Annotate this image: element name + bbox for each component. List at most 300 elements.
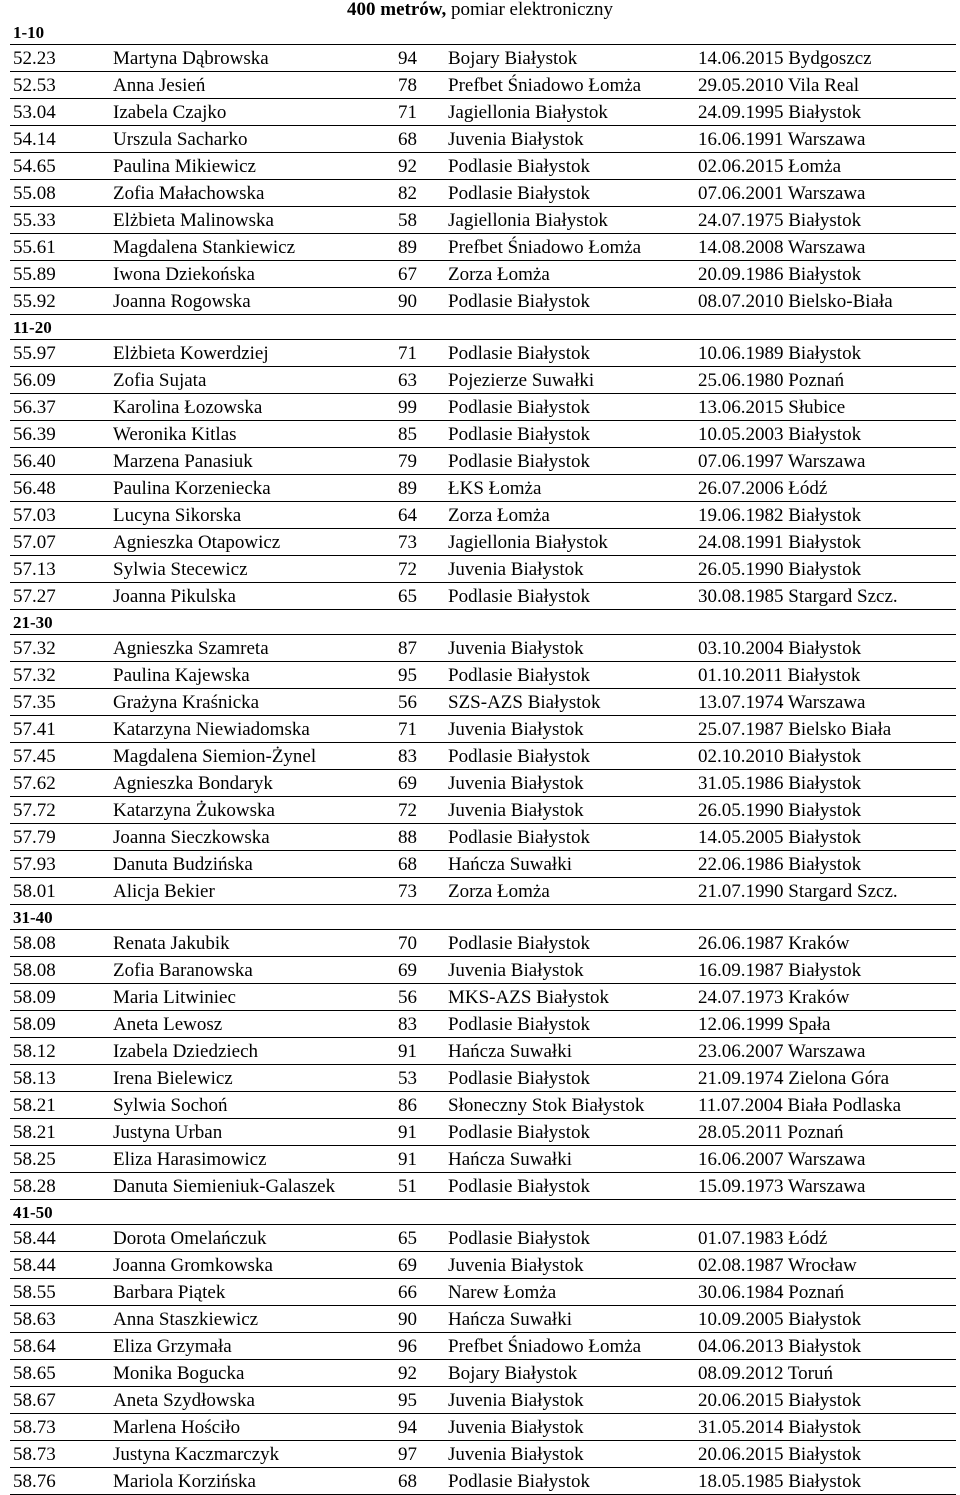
table-row [10, 1333, 956, 1360]
result-time: 55.97 [10, 340, 110, 367]
birth-year: 66 [395, 1279, 445, 1306]
date-place: 13.06.2015 Słubice [695, 394, 956, 421]
table-row [10, 367, 956, 394]
date-place: 20.06.2015 Białystok [695, 1387, 956, 1414]
table-row [10, 824, 956, 851]
club-name: Pojezierze Suwałki [445, 367, 695, 394]
club-name: Zorza Łomża [445, 878, 695, 905]
athlete-name: Joanna Gromkowska [110, 1252, 395, 1279]
date-place: 31.05.1986 Białystok [695, 770, 956, 797]
athlete-name: Eliza Harasimowicz [110, 1146, 395, 1173]
table-row [10, 340, 956, 367]
club-name: Podlasie Białystok [445, 824, 695, 851]
result-time: 58.65 [10, 1360, 110, 1387]
result-time: 58.01 [10, 878, 110, 905]
athlete-name: Joanna Rogowska [110, 288, 395, 315]
date-place: 10.06.1989 Białystok [695, 340, 956, 367]
athlete-name: Agnieszka Bondaryk [110, 770, 395, 797]
result-time: 57.79 [10, 824, 110, 851]
birth-year: 79 [395, 448, 445, 475]
result-time: 58.21 [10, 1092, 110, 1119]
birth-year: 97 [395, 1441, 445, 1468]
table-row [10, 1387, 956, 1414]
date-place: 16.09.1987 Białystok [695, 957, 956, 984]
result-time: 55.08 [10, 180, 110, 207]
club-name: Podlasie Białystok [445, 583, 695, 610]
title-note: pomiar elektroniczny [446, 0, 613, 20]
club-name: Hańcza Suwałki [445, 851, 695, 878]
athlete-name: Magdalena Siemion-Żynel [110, 743, 395, 770]
club-name: Juvenia Białystok [445, 1441, 695, 1468]
table-row [10, 126, 956, 153]
birth-year: 69 [395, 770, 445, 797]
birth-year: 91 [395, 1146, 445, 1173]
athlete-name: Martyna Dąbrowska [110, 45, 395, 72]
date-place: 24.09.1995 Białystok [695, 99, 956, 126]
athlete-name: Danuta Siemieniuk-Galaszek [110, 1173, 395, 1200]
club-name: Podlasie Białystok [445, 1225, 695, 1252]
table-row [10, 984, 956, 1011]
birth-year: 95 [395, 662, 445, 689]
date-place: 25.07.1987 Bielsko Biała [695, 716, 956, 743]
birth-year: 90 [395, 288, 445, 315]
date-place: 23.06.2007 Warszawa [695, 1038, 956, 1065]
athlete-name: Barbara Piątek [110, 1279, 395, 1306]
group-header-row [10, 905, 956, 930]
date-place: 21.09.1974 Zielona Góra [695, 1065, 956, 1092]
athlete-name: Paulina Mikiewicz [110, 153, 395, 180]
club-name: ŁKS Łomża [445, 475, 695, 502]
birth-year: 96 [395, 1333, 445, 1360]
club-name: Podlasie Białystok [445, 1011, 695, 1038]
club-name: Podlasie Białystok [445, 662, 695, 689]
club-name: MKS-AZS Białystok [445, 984, 695, 1011]
athlete-name: Alicja Bekier [110, 878, 395, 905]
club-name: Zorza Łomża [445, 261, 695, 288]
club-name: Podlasie Białystok [445, 743, 695, 770]
date-place: 07.06.1997 Warszawa [695, 448, 956, 475]
table-row [10, 99, 956, 126]
date-place: 26.05.1990 Białystok [695, 797, 956, 824]
club-name: Podlasie Białystok [445, 448, 695, 475]
athlete-name: Sylwia Sochoń [110, 1092, 395, 1119]
birth-year: 85 [395, 421, 445, 448]
athlete-name: Renata Jakubik [110, 930, 395, 957]
athlete-name: Izabela Dziedziech [110, 1038, 395, 1065]
group-label: 1-10 [10, 20, 956, 45]
group-label: 11-20 [10, 315, 956, 340]
table-row [10, 662, 956, 689]
result-time: 54.65 [10, 153, 110, 180]
result-time: 57.32 [10, 635, 110, 662]
athlete-name: Zofia Sujata [110, 367, 395, 394]
result-time: 58.44 [10, 1225, 110, 1252]
birth-year: 63 [395, 367, 445, 394]
athlete-name: Joanna Sieczkowska [110, 824, 395, 851]
birth-year: 78 [395, 72, 445, 99]
club-name: Podlasie Białystok [445, 421, 695, 448]
date-place: 18.05.1985 Białystok [695, 1468, 956, 1495]
group-label: 31-40 [10, 905, 956, 930]
birth-year: 53 [395, 1065, 445, 1092]
group-header-row [10, 1200, 956, 1225]
result-time: 58.63 [10, 1306, 110, 1333]
date-place: 04.06.2013 Białystok [695, 1333, 956, 1360]
club-name: Jagiellonia Białystok [445, 207, 695, 234]
athlete-name: Karolina Łozowska [110, 394, 395, 421]
athlete-name: Weronika Kitlas [110, 421, 395, 448]
club-name: Zorza Łomża [445, 502, 695, 529]
athlete-name: Katarzyna Niewiadomska [110, 716, 395, 743]
result-time: 52.23 [10, 45, 110, 72]
result-time: 57.32 [10, 662, 110, 689]
table-row [10, 180, 956, 207]
birth-year: 72 [395, 797, 445, 824]
table-row [10, 72, 956, 99]
club-name: Hańcza Suwałki [445, 1038, 695, 1065]
athlete-name: Marlena Hościło [110, 1414, 395, 1441]
table-row [10, 716, 956, 743]
date-place: 25.06.1980 Poznań [695, 367, 956, 394]
results-table [10, 20, 956, 1495]
athlete-name: Mariola Korzińska [110, 1468, 395, 1495]
birth-year: 67 [395, 261, 445, 288]
athlete-name: Aneta Szydłowska [110, 1387, 395, 1414]
table-row [10, 689, 956, 716]
table-row [10, 1092, 956, 1119]
result-time: 58.21 [10, 1119, 110, 1146]
table-row [10, 1414, 956, 1441]
group-header-row [10, 610, 956, 635]
club-name: Juvenia Białystok [445, 716, 695, 743]
date-place: 08.07.2010 Bielsko-Biała [695, 288, 956, 315]
result-time: 57.27 [10, 583, 110, 610]
result-time: 58.28 [10, 1173, 110, 1200]
date-place: 13.07.1974 Warszawa [695, 689, 956, 716]
date-place: 26.05.1990 Białystok [695, 556, 956, 583]
table-row [10, 502, 956, 529]
club-name: Juvenia Białystok [445, 770, 695, 797]
club-name: Podlasie Białystok [445, 1119, 695, 1146]
date-place: 30.06.1984 Poznań [695, 1279, 956, 1306]
athlete-name: Iwona Dziekońska [110, 261, 395, 288]
results-table-container [10, 20, 956, 1495]
table-row [10, 583, 956, 610]
athlete-name: Zofia Baranowska [110, 957, 395, 984]
birth-year: 83 [395, 743, 445, 770]
result-time: 57.03 [10, 502, 110, 529]
result-time: 57.07 [10, 529, 110, 556]
club-name: Bojary Białystok [445, 1360, 695, 1387]
table-row [10, 1225, 956, 1252]
athlete-name: Justyna Urban [110, 1119, 395, 1146]
table-row [10, 1360, 956, 1387]
athlete-name: Marzena Panasiuk [110, 448, 395, 475]
date-place: 07.06.2001 Warszawa [695, 180, 956, 207]
birth-year: 89 [395, 475, 445, 502]
athlete-name: Irena Bielewicz [110, 1065, 395, 1092]
date-place: 24.08.1991 Białystok [695, 529, 956, 556]
table-row [10, 421, 956, 448]
club-name: Juvenia Białystok [445, 126, 695, 153]
date-place: 10.09.2005 Białystok [695, 1306, 956, 1333]
table-row [10, 797, 956, 824]
date-place: 16.06.1991 Warszawa [695, 126, 956, 153]
athlete-name: Izabela Czajko [110, 99, 395, 126]
table-row [10, 529, 956, 556]
result-time: 57.93 [10, 851, 110, 878]
club-name: Juvenia Białystok [445, 556, 695, 583]
club-name: Juvenia Białystok [445, 635, 695, 662]
club-name: Podlasie Białystok [445, 1065, 695, 1092]
club-name: Hańcza Suwałki [445, 1146, 695, 1173]
club-name: Prefbet Śniadowo Łomża [445, 72, 695, 99]
result-time: 58.13 [10, 1065, 110, 1092]
birth-year: 82 [395, 180, 445, 207]
date-place: 19.06.1982 Białystok [695, 502, 956, 529]
date-place: 15.09.1973 Warszawa [695, 1173, 956, 1200]
athlete-name: Lucyna Sikorska [110, 502, 395, 529]
table-row [10, 394, 956, 421]
table-row [10, 261, 956, 288]
club-name: Juvenia Białystok [445, 957, 695, 984]
birth-year: 83 [395, 1011, 445, 1038]
table-row [10, 957, 956, 984]
date-place: 14.06.2015 Bydgoszcz [695, 45, 956, 72]
club-name: Podlasie Białystok [445, 180, 695, 207]
birth-year: 58 [395, 207, 445, 234]
athlete-name: Zofia Małachowska [110, 180, 395, 207]
result-time: 58.73 [10, 1414, 110, 1441]
athlete-name: Agnieszka Otapowicz [110, 529, 395, 556]
birth-year: 56 [395, 689, 445, 716]
birth-year: 70 [395, 930, 445, 957]
result-time: 58.76 [10, 1468, 110, 1495]
date-place: 24.07.1975 Białystok [695, 207, 956, 234]
group-header-row [10, 315, 956, 340]
athlete-name: Grażyna Kraśnicka [110, 689, 395, 716]
result-time: 57.35 [10, 689, 110, 716]
athlete-name: Dorota Omelańczuk [110, 1225, 395, 1252]
date-place: 11.07.2004 Biała Podlaska [695, 1092, 956, 1119]
club-name: SZS-AZS Białystok [445, 689, 695, 716]
birth-year: 72 [395, 556, 445, 583]
table-row [10, 851, 956, 878]
date-place: 14.05.2005 Białystok [695, 824, 956, 851]
athlete-name: Aneta Lewosz [110, 1011, 395, 1038]
club-name: Prefbet Śniadowo Łomża [445, 1333, 695, 1360]
result-time: 57.41 [10, 716, 110, 743]
table-row [10, 234, 956, 261]
result-time: 53.04 [10, 99, 110, 126]
club-name: Podlasie Białystok [445, 1468, 695, 1495]
birth-year: 71 [395, 99, 445, 126]
club-name: Juvenia Białystok [445, 1387, 695, 1414]
result-time: 57.45 [10, 743, 110, 770]
birth-year: 89 [395, 234, 445, 261]
date-place: 21.07.1990 Stargard Szcz. [695, 878, 956, 905]
result-time: 58.55 [10, 1279, 110, 1306]
date-place: 20.06.2015 Białystok [695, 1441, 956, 1468]
date-place: 22.06.1986 Białystok [695, 851, 956, 878]
result-time: 55.92 [10, 288, 110, 315]
birth-year: 56 [395, 984, 445, 1011]
date-place: 29.05.2010 Vila Real [695, 72, 956, 99]
club-name: Bojary Białystok [445, 45, 695, 72]
table-row [10, 1468, 956, 1495]
birth-year: 87 [395, 635, 445, 662]
result-time: 58.08 [10, 930, 110, 957]
result-time: 56.39 [10, 421, 110, 448]
date-place: 01.10.2011 Białystok [695, 662, 956, 689]
birth-year: 69 [395, 1252, 445, 1279]
table-row [10, 45, 956, 72]
club-name: Podlasie Białystok [445, 394, 695, 421]
club-name: Juvenia Białystok [445, 1252, 695, 1279]
group-header-row [10, 20, 956, 45]
table-row [10, 1038, 956, 1065]
athlete-name: Katarzyna Żukowska [110, 797, 395, 824]
date-place: 24.07.1973 Kraków [695, 984, 956, 1011]
birth-year: 73 [395, 529, 445, 556]
date-place: 28.05.2011 Poznań [695, 1119, 956, 1146]
date-place: 14.08.2008 Warszawa [695, 234, 956, 261]
result-time: 58.09 [10, 1011, 110, 1038]
result-time: 58.09 [10, 984, 110, 1011]
athlete-name: Anna Staszkiewicz [110, 1306, 395, 1333]
table-row [10, 770, 956, 797]
group-label: 41-50 [10, 1200, 956, 1225]
birth-year: 88 [395, 824, 445, 851]
birth-year: 65 [395, 1225, 445, 1252]
date-place: 31.05.2014 Białystok [695, 1414, 956, 1441]
birth-year: 86 [395, 1092, 445, 1119]
club-name: Hańcza Suwałki [445, 1306, 695, 1333]
results-body [10, 20, 956, 1495]
result-time: 55.33 [10, 207, 110, 234]
birth-year: 94 [395, 45, 445, 72]
birth-year: 91 [395, 1038, 445, 1065]
date-place: 10.05.2003 Białystok [695, 421, 956, 448]
club-name: Jagiellonia Białystok [445, 99, 695, 126]
result-time: 56.37 [10, 394, 110, 421]
club-name: Podlasie Białystok [445, 340, 695, 367]
date-place: 01.07.1983 Łódź [695, 1225, 956, 1252]
athlete-name: Maria Litwiniec [110, 984, 395, 1011]
result-time: 58.73 [10, 1441, 110, 1468]
result-time: 57.62 [10, 770, 110, 797]
table-row [10, 1306, 956, 1333]
athlete-name: Agnieszka Szamreta [110, 635, 395, 662]
result-time: 55.89 [10, 261, 110, 288]
birth-year: 91 [395, 1119, 445, 1146]
club-name: Podlasie Białystok [445, 288, 695, 315]
table-row [10, 1119, 956, 1146]
athlete-name: Urszula Sacharko [110, 126, 395, 153]
table-row [10, 153, 956, 180]
date-place: 03.10.2004 Białystok [695, 635, 956, 662]
athlete-name: Danuta Budzińska [110, 851, 395, 878]
birth-year: 90 [395, 1306, 445, 1333]
athlete-name: Justyna Kaczmarczyk [110, 1441, 395, 1468]
result-time: 56.09 [10, 367, 110, 394]
result-time: 58.44 [10, 1252, 110, 1279]
birth-year: 69 [395, 957, 445, 984]
athlete-name: Elżbieta Malinowska [110, 207, 395, 234]
result-time: 58.64 [10, 1333, 110, 1360]
result-time: 58.08 [10, 957, 110, 984]
result-time: 55.61 [10, 234, 110, 261]
club-name: Prefbet Śniadowo Łomża [445, 234, 695, 261]
club-name: Słoneczny Stok Białystok [445, 1092, 695, 1119]
result-time: 58.67 [10, 1387, 110, 1414]
date-place: 12.06.1999 Spała [695, 1011, 956, 1038]
date-place: 08.09.2012 Toruń [695, 1360, 956, 1387]
athlete-name: Magdalena Stankiewicz [110, 234, 395, 261]
birth-year: 68 [395, 851, 445, 878]
birth-year: 92 [395, 1360, 445, 1387]
table-row [10, 743, 956, 770]
birth-year: 65 [395, 583, 445, 610]
club-name: Juvenia Białystok [445, 1414, 695, 1441]
birth-year: 68 [395, 126, 445, 153]
date-place: 30.08.1985 Stargard Szcz. [695, 583, 956, 610]
birth-year: 99 [395, 394, 445, 421]
result-time: 58.25 [10, 1146, 110, 1173]
birth-year: 64 [395, 502, 445, 529]
result-time: 57.72 [10, 797, 110, 824]
birth-year: 73 [395, 878, 445, 905]
table-row [10, 556, 956, 583]
date-place: 26.07.2006 Łódź [695, 475, 956, 502]
page-title [0, 0, 960, 20]
date-place: 26.06.1987 Kraków [695, 930, 956, 957]
table-row [10, 878, 956, 905]
table-row [10, 1173, 956, 1200]
birth-year: 71 [395, 716, 445, 743]
result-time: 56.40 [10, 448, 110, 475]
table-row [10, 1441, 956, 1468]
birth-year: 71 [395, 340, 445, 367]
title-event: 400 metrów, [347, 0, 447, 20]
athlete-name: Elżbieta Kowerdziej [110, 340, 395, 367]
table-row [10, 1252, 956, 1279]
birth-year: 68 [395, 1468, 445, 1495]
table-row [10, 635, 956, 662]
athlete-name: Sylwia Stecewicz [110, 556, 395, 583]
table-row [10, 207, 956, 234]
club-name: Podlasie Białystok [445, 153, 695, 180]
athlete-name: Joanna Pikulska [110, 583, 395, 610]
table-row [10, 930, 956, 957]
birth-year: 94 [395, 1414, 445, 1441]
table-row [10, 1146, 956, 1173]
table-row [10, 475, 956, 502]
birth-year: 95 [395, 1387, 445, 1414]
result-time: 52.53 [10, 72, 110, 99]
club-name: Juvenia Białystok [445, 797, 695, 824]
group-label: 21-30 [10, 610, 956, 635]
athlete-name: Anna Jesień [110, 72, 395, 99]
result-time: 57.13 [10, 556, 110, 583]
date-place: 20.09.1986 Białystok [695, 261, 956, 288]
athlete-name: Paulina Korzeniecka [110, 475, 395, 502]
club-name: Podlasie Białystok [445, 1173, 695, 1200]
date-place: 02.08.1987 Wrocław [695, 1252, 956, 1279]
birth-year: 92 [395, 153, 445, 180]
table-row [10, 448, 956, 475]
table-row [10, 1279, 956, 1306]
